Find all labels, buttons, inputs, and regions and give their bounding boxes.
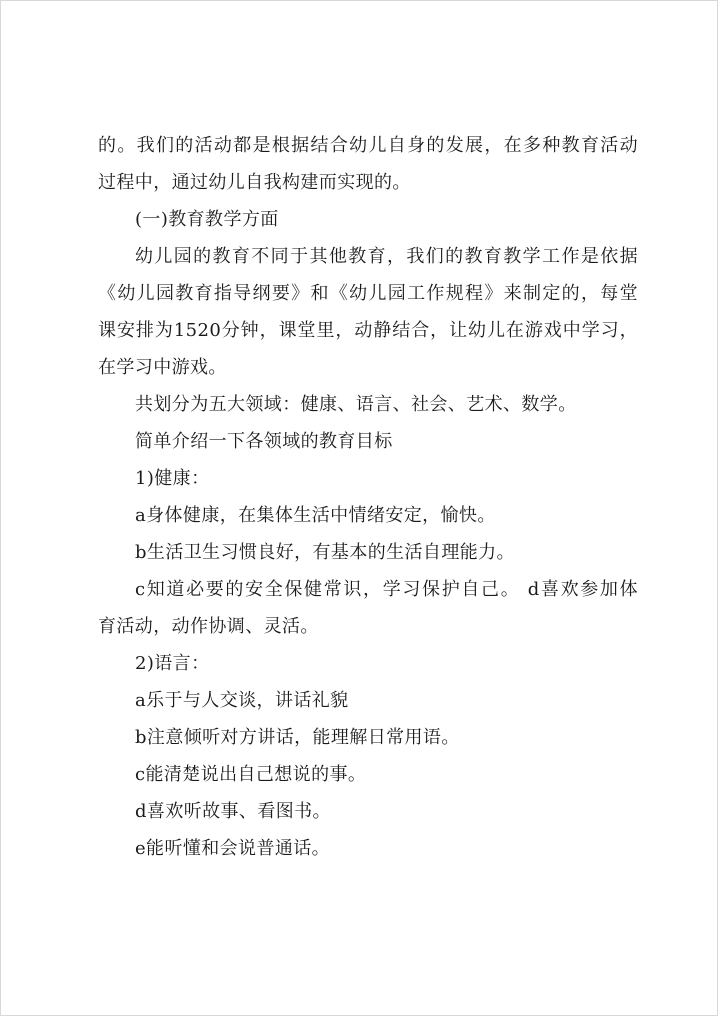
text-line: 课安排为1520分钟，课堂里，动静结合，让幼儿在游戏中学习， — [98, 320, 638, 341]
text-line: 共划分为五大领域：健康、语言、社会、艺术、数学。 — [135, 394, 577, 415]
text-line: 《幼儿园教育指导纲要》和《幼儿园工作规程》来制定的，每堂 — [98, 283, 638, 304]
list-item: c知道必要的安全保健常识，学习保护自己。 d喜欢参加体 — [135, 579, 638, 600]
list-item: c能清楚说出自己想说的事。 — [135, 764, 367, 785]
text-line: 过程中，通过幼儿自我构建而实现的。 — [98, 172, 411, 193]
text-line: 幼儿园的教育不同于其他教育，我们的教育教学工作是依据 — [135, 246, 638, 267]
text-line: 在学习中游戏。 — [98, 357, 227, 378]
list-heading: 1)健康： — [135, 468, 210, 489]
list-item-continuation: 育活动，动作协调、灵活。 — [98, 616, 319, 637]
list-item: a乐于与人交谈，讲话礼貌 — [135, 690, 349, 711]
list-item: b生活卫生习惯良好，有基本的生活自理能力。 — [135, 542, 515, 563]
section-heading: (一)教育教学方面 — [135, 209, 279, 230]
list-item: d喜欢听故事、看图书。 — [135, 801, 331, 822]
text-line: 简单介绍一下各领域的教育目标 — [135, 431, 393, 452]
list-item: e能听懂和会说普通话。 — [135, 838, 331, 859]
text-line: 的。我们的活动都是根据结合幼儿自身的发展，在多种教育活动 — [98, 135, 638, 156]
list-item: a身体健康，在集体生活中情绪安定，愉快。 — [135, 505, 496, 526]
list-item: b注意倾听对方讲话，能理解日常用语。 — [135, 727, 460, 748]
list-heading: 2)语言： — [135, 653, 210, 674]
document-body — [98, 127, 638, 867]
